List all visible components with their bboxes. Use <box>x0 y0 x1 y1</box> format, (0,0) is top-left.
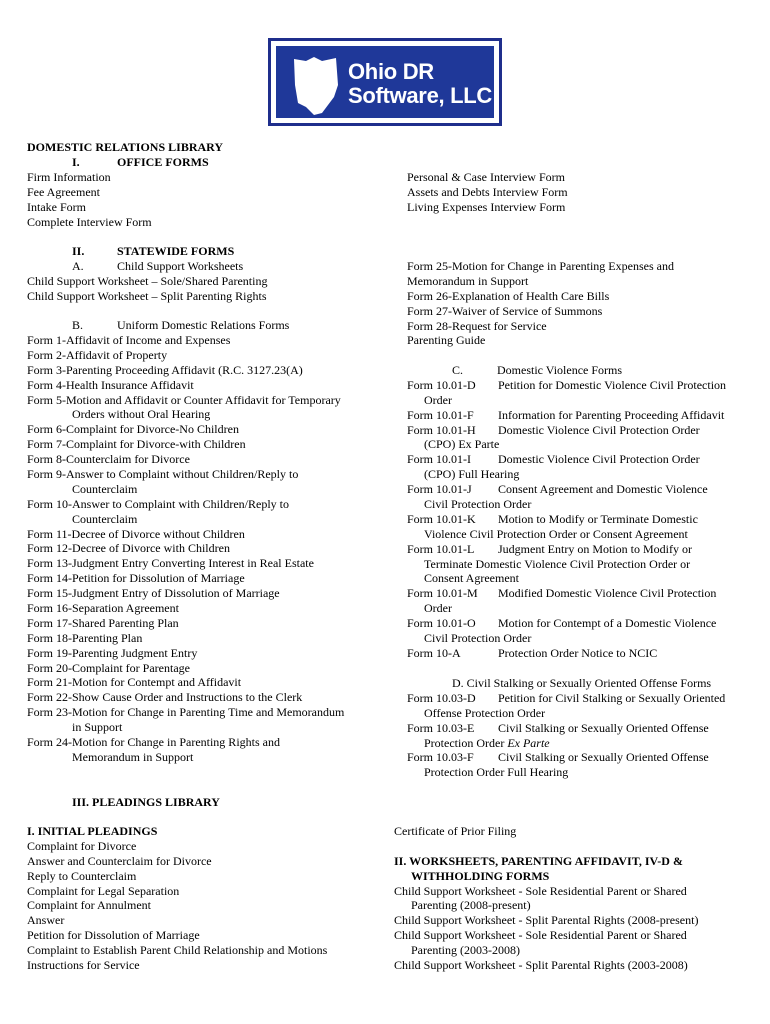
list-item: Intake Form <box>27 199 86 214</box>
library-title: DOMESTIC RELATIONS LIBRARY <box>27 140 224 154</box>
form-row-cont: Offense Protection Order <box>424 705 546 720</box>
list-item: Form 1-Affidavit of Income and Expenses <box>27 333 231 347</box>
form-row-cont: Consent Agreement <box>424 571 519 586</box>
list-item: Parenting Guide <box>407 333 486 348</box>
form-row: Form 10.01-M Modified Domestic Violence Civil Protection <box>407 586 717 601</box>
logo-line-1: Ohio DR <box>348 59 434 84</box>
list-item: Form 21-Motion for Contempt and Affidavit <box>27 675 242 690</box>
list-item: Form 17-Shared Parenting Plan <box>27 615 179 630</box>
worksheets-section <box>394 824 698 973</box>
worksheets-title-cont: WITHHOLDING FORMS <box>411 868 550 883</box>
subsection-d-header: D. Civil Stalking or Sexually Oriented Offense Forms <box>452 676 712 690</box>
list-item: Form 11-Decree of Divorce without Children <box>27 526 245 541</box>
list-item: Form 18-Parenting Plan <box>27 630 143 645</box>
list-item: Form 23-Motion for Change in Parenting Time and Memorandum <box>27 705 345 720</box>
list-item: Form 15-Judgment Entry of Dissolution of Marriage <box>27 586 280 601</box>
list-item: Child Support Worksheet - Split Parental Rights (2003-2008) <box>394 958 688 973</box>
list-item: Complaint to Establish Parent Child Relationship and Motions <box>27 943 328 958</box>
form-row: Form 10.03-F Civil Stalking or Sexually Oriented Offense <box>407 750 709 765</box>
list-item: Petition for Dissolution of Marriage <box>27 928 200 943</box>
list-item: Form 27-Waiver of Service of Summons <box>407 303 603 318</box>
ohio-state-icon <box>292 55 340 117</box>
form-row-cont: (CPO) Ex Parte <box>424 437 500 452</box>
form-row-cont: Civil Protection Order <box>424 631 532 646</box>
civil-stalking-forms <box>407 676 725 780</box>
list-item: Child Support Worksheet - Split Parental Rights (2008-present) <box>394 913 699 928</box>
list-item: Form 12-Decree of Divorce with Children <box>27 541 230 556</box>
list-item: Form 8-Counterclaim for Divorce <box>27 452 190 467</box>
list-item: Child Support Worksheet – Split Parenting Rights <box>27 288 267 303</box>
logo-line-2: Software, LLC <box>348 83 492 108</box>
form-row: Form 10.01-H Domestic Violence Civil Protection Order <box>407 422 700 437</box>
form-row-cont: Violence Civil Protection Order or Consent Agreement <box>424 526 688 541</box>
form-row: Form 10.01-K Motion to Modify or Terminate Domestic <box>407 511 698 526</box>
list-item: Memorandum in Support <box>407 273 529 288</box>
list-item: Complete Interview Form <box>27 214 152 229</box>
section-statewide-header: II. STATEWIDE FORMS <box>72 244 235 258</box>
list-item: Form 24-Motion for Change in Parenting Rights and <box>27 735 280 750</box>
list-item: Reply to Counterclaim <box>27 868 137 883</box>
initial-pleadings <box>27 824 327 973</box>
form-row: Form 10.03-E Civil Stalking or Sexually Oriented Offense <box>407 720 709 735</box>
form-row: Form 10.01-J Consent Agreement and Domestic Violence <box>407 482 708 497</box>
pleadings-library-title: III. PLEADINGS LIBRARY <box>72 795 220 809</box>
list-item: Form 16-Separation Agreement <box>27 601 179 616</box>
list-item: Assets and Debts Interview Form <box>407 184 568 199</box>
subsection-a-header: A. Child Support Worksheets <box>72 258 244 273</box>
list-item: Answer <box>27 913 65 928</box>
list-item: Orders without Oral Hearing <box>72 407 211 422</box>
list-item: Complaint for Annulment <box>27 898 151 913</box>
list-item: Form 3-Parenting Proceeding Affidavit (R.C. 3127.23(A) <box>27 362 303 377</box>
form-row-cont: Terminate Domestic Violence Civil Protection Order or <box>424 556 691 571</box>
list-item: Form 5-Motion and Affidavit or Counter Affidavit for Temporary <box>27 392 341 407</box>
list-item: Form 22-Show Cause Order and Instructions to the Clerk <box>27 690 303 705</box>
list-item: Form 4-Health Insurance Affidavit <box>27 377 194 392</box>
form-row-cont: Protection Order Full Hearing <box>424 765 569 780</box>
form-row: Form 10.03-D Petition for Civil Stalking or Sexually Oriented <box>407 690 726 705</box>
form-row: Form 10.01-I Domestic Violence Civil Protection Order <box>407 452 700 467</box>
office-forms-left <box>27 170 152 230</box>
list-item: Instructions for Service <box>27 958 140 973</box>
list-item: Form 20-Complaint for Parentage <box>27 660 190 675</box>
list-item: Parenting (2003-2008) <box>411 943 520 958</box>
list-item: in Support <box>72 720 123 735</box>
initial-pleadings-title: I. INITIAL PLEADINGS <box>27 824 158 838</box>
company-logo <box>268 38 502 126</box>
form-row: Form 10.01-L Judgment Entry on Motion to Modify or <box>407 541 692 556</box>
forms-right-list <box>407 259 674 348</box>
form-row-cont: Civil Protection Order <box>424 497 532 512</box>
list-item: Child Support Worksheet - Sole Residential Parent or Shared <box>394 928 687 943</box>
list-item: Form 25-Motion for Change in Parenting Expenses and <box>407 259 674 273</box>
list-item: Living Expenses Interview Form <box>407 199 566 214</box>
list-item: Form 9-Answer to Complaint without Children/Reply to <box>27 467 299 482</box>
list-item: Counterclaim <box>72 481 138 496</box>
subsection-b-header: B. Uniform Domestic Relations Forms <box>72 318 290 333</box>
worksheets-title: II. WORKSHEETS, PARENTING AFFIDAVIT, IV-D & <box>394 853 683 868</box>
list-item: Form 6-Complaint for Divorce-No Children <box>27 422 239 437</box>
subsection-c-header: C. Domestic Violence Forms <box>452 363 623 377</box>
list-item: Complaint for Legal Separation <box>27 883 180 898</box>
list-item: Memorandum in Support <box>72 749 194 764</box>
list-item: Answer and Counterclaim for Divorce <box>27 853 212 868</box>
list-item: Firm Information <box>27 170 111 184</box>
list-item: Form 19-Parenting Judgment Entry <box>27 645 198 660</box>
form-row: Form 10-A Protection Order Notice to NCIC <box>407 645 658 660</box>
list-item: Child Support Worksheet – Sole/Shared Parenting <box>27 273 268 288</box>
domestic-violence-forms <box>407 363 726 661</box>
list-item: Personal & Case Interview Form <box>407 170 565 184</box>
form-row: Form 10.01-D Petition for Domestic Violence Civil Protection <box>407 377 727 392</box>
office-forms-right <box>407 170 568 215</box>
list-item: Form 28-Request for Service <box>407 318 547 333</box>
section-office-header: I. OFFICE FORMS <box>72 154 209 169</box>
list-item: Complaint for Divorce <box>27 838 137 853</box>
form-row-cont: Order <box>424 392 452 407</box>
list-item: Counterclaim <box>72 511 138 526</box>
form-row-cont: Order <box>424 601 452 616</box>
list-item: Form 7-Complaint for Divorce-with Children <box>27 437 246 452</box>
form-row-cont: Protection Order Ex Parte <box>424 735 550 750</box>
list-item: Form 13-Judgment Entry Converting Interest in Real Estate <box>27 556 314 571</box>
list-item: Fee Agreement <box>27 184 100 199</box>
list-item: Child Support Worksheet - Sole Residential Parent or Shared <box>394 883 687 898</box>
list-item: Form 14-Petition for Dissolution of Marriage <box>27 571 245 586</box>
list-item: Form 2-Affidavit of Property <box>27 347 168 362</box>
form-row: Form 10.01-F Information for Parenting Proceeding Affidavit <box>407 407 725 422</box>
list-item: Parenting (2008-present) <box>411 898 531 913</box>
form-row-cont: (CPO) Full Hearing <box>424 467 520 482</box>
uniform-forms-list <box>27 333 344 765</box>
prior-filing-item: Certificate of Prior Filing <box>394 824 517 838</box>
form-row: Form 10.01-O Motion for Contempt of a Domestic Violence <box>407 616 717 631</box>
list-item: Form 26-Explanation of Health Care Bills <box>407 288 610 303</box>
list-item: Form 10-Answer to Complaint with Children/Reply to <box>27 496 289 511</box>
